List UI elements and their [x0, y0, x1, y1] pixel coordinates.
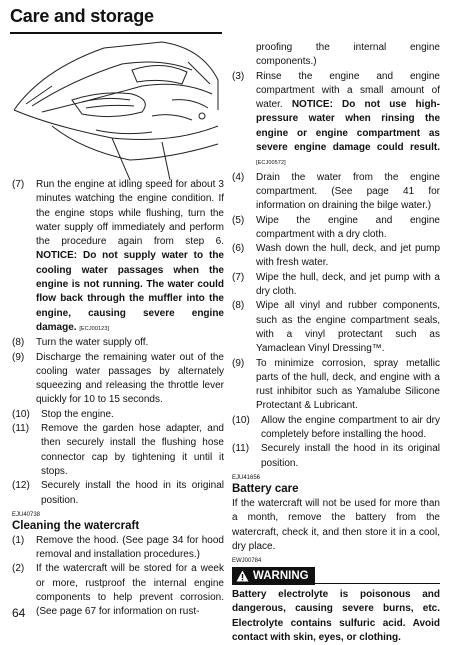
list-item: [232, 70, 440, 171]
step-text: Wipe all vinyl and rubber components, such as the engine compartment seals, with a vinyl protectant such as Yamaclean Vinyl Dressing™.: [256, 300, 440, 355]
warning-label-box: [232, 567, 315, 585]
step-text: Turn the water supply off.: [36, 337, 149, 349]
step-body: Run the engine at idling speed for about 3 minutes watching the engine condition. If the engine stops while flushing, turn the water supply off immediately and perform the procedure again from step 6.: [36, 179, 224, 248]
step-number: (5): [232, 214, 245, 226]
step-number: (9): [12, 351, 25, 363]
right-column: [232, 41, 440, 645]
paragraph: If the watercraft will not be used for more than a month, remove the battery from the watercraft, check it, and then store it in a cool, dry place.: [232, 497, 440, 552]
warning-label: WARNING: [253, 569, 309, 582]
warning-text: Battery electrolyte is poisonous and dangerous, causing severe burns, etc. Electrolyte contains sulfuric acid. Avoid contact with skin, eyes, or clothing.: [232, 589, 440, 643]
section-heading: Battery care: [232, 482, 299, 495]
section-heading: Cleaning the watercraft: [12, 519, 140, 532]
step-text: Remove the garden hose adapter, and then securely install the flushing hose connector cap by tightening it until it stops.: [41, 423, 224, 477]
page-title: Care and storage: [10, 6, 154, 26]
list-item: [12, 534, 224, 563]
list-item: [232, 171, 440, 214]
step-text: Drain the water from the engine compartment. (See page 41 for information on draining the bilge water.): [256, 171, 440, 212]
step-text: Wipe the hull, deck, and jet pump with a dry cloth.: [256, 271, 440, 298]
warning-rule: [315, 583, 440, 584]
list-item-continued: [232, 41, 440, 70]
step-number: (4): [232, 171, 245, 183]
step-text: Securely install the hood in its original position.: [261, 443, 440, 469]
warning-code: EWJ00784: [232, 558, 262, 565]
list-item: [232, 414, 440, 443]
header-divider: [10, 32, 222, 34]
step-number: (7): [232, 271, 245, 283]
step-text: Stop the engine.: [41, 408, 114, 420]
list-item: [232, 271, 440, 300]
step-text: To minimize corrosion, spray metallic parts of the hull, deck, and engine with a rust inhibitor such as Yamalube Silicone Protectant & Lubricant.: [256, 357, 440, 412]
step-number: (10): [232, 414, 250, 426]
step-text: Securely install the hood in its original position.: [41, 480, 224, 506]
step-text: Remove the hood. (See page 34 for hood removal and installation procedures.): [36, 534, 224, 561]
notice-text: NOTICE: Do not use high-pressure water when rinsing the engine or engine compartment as severe engine damage could result.: [256, 99, 440, 154]
step-text: [256, 70, 440, 171]
notice-code: [ECJ00572]: [256, 160, 286, 167]
step-number: (11): [12, 423, 30, 435]
list-item: [12, 336, 224, 350]
step-number: (8): [12, 337, 25, 349]
step-text: proofing the internal engine components.): [256, 42, 440, 68]
page-number: 64: [12, 606, 26, 620]
step-number: (3): [232, 70, 245, 82]
list-item: [12, 562, 224, 619]
list-item: [232, 357, 440, 414]
page-header: [10, 4, 222, 34]
notice-code: [ECJ00123]: [79, 325, 110, 332]
step-text: Wash down the hull, deck, and jet pump with fresh water.: [256, 243, 440, 269]
step-number: (7): [12, 179, 25, 190]
step-text: [36, 178, 224, 336]
step-number: (10): [12, 408, 30, 420]
step-text: Wipe the engine and engine compartment with a dry cloth.: [256, 214, 440, 240]
section-code: EJU40738: [12, 511, 41, 518]
list-item: [12, 479, 224, 508]
list-item: [232, 242, 440, 271]
warning-triangle-icon: [236, 570, 249, 582]
list-item: [12, 422, 224, 479]
step-text: Allow the engine compartment to air dry completely before installing the hood.: [261, 414, 440, 441]
step-number: (9): [232, 357, 245, 369]
list-item: [12, 408, 224, 422]
step-number: (12): [12, 480, 30, 492]
step-number: (11): [232, 443, 250, 455]
step-text: Discharge the remaining water out of the cooling water passages by alternately squeezing and releasing the throttle lever quickly for 10 to 15 seconds.: [36, 351, 224, 406]
step-number: (6): [232, 243, 245, 255]
step-text: If the watercraft will be stored for a week or more, rustproof the internal engine components to help prevent corrosion. (See page 67 for information on rust-: [36, 563, 224, 618]
step-body: Rinse the engine and engine compartment with a small amount of water.: [256, 70, 440, 111]
step-indent: [232, 41, 256, 70]
warning-header: [232, 567, 440, 585]
step-number: (2): [12, 563, 25, 575]
list-item: [12, 178, 224, 336]
list-item: [232, 299, 440, 356]
watercraft-illustration: [12, 40, 220, 180]
list-item: [12, 351, 224, 408]
list-item: [232, 214, 440, 243]
list-item: [232, 442, 440, 471]
step-number: (8): [232, 300, 245, 312]
left-column: [12, 178, 224, 620]
notice-text: NOTICE: Do not supply water to the cooling water passages when the engine is not running. The water could flow back through the muffler into the engine, causing severe engine damage.: [36, 250, 224, 333]
step-number: (1): [12, 534, 25, 546]
section-code: EJU41656: [232, 474, 261, 481]
